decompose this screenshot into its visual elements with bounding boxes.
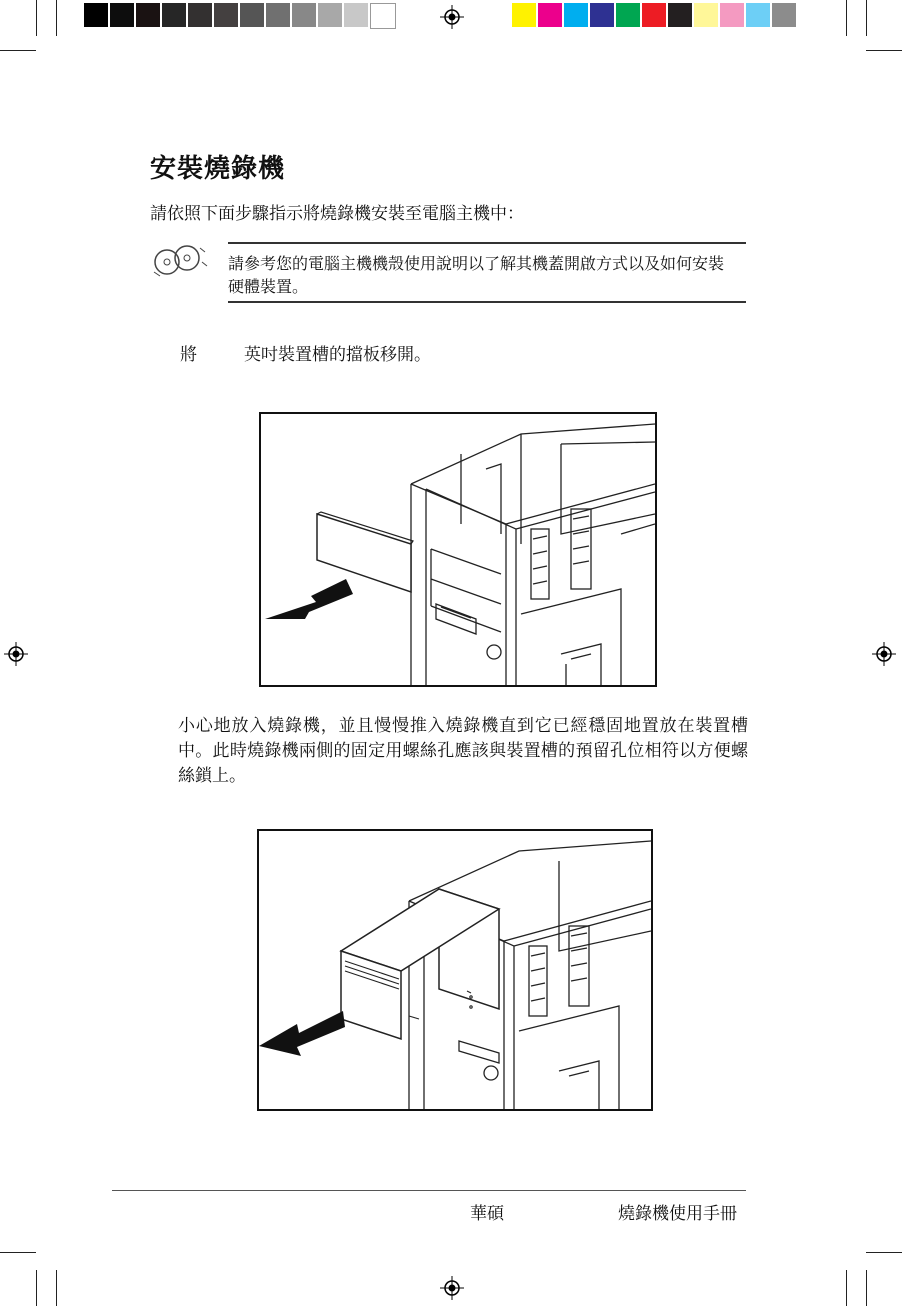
gray-swatch [344, 3, 368, 27]
intro-text: 請依照下面步驟指示將燒錄機安裝至電腦主機中： [150, 204, 524, 224]
crop-mark [866, 1252, 902, 1253]
gray-swatch [266, 3, 290, 27]
crop-mark [0, 1252, 36, 1253]
color-swatch [668, 3, 692, 27]
figure-insert-drive [257, 829, 653, 1111]
color-swatch [512, 3, 536, 27]
crop-mark [36, 0, 37, 36]
color-swatch [772, 3, 796, 27]
crop-mark [56, 1270, 57, 1306]
color-swatch [746, 3, 770, 27]
gray-swatch [318, 3, 342, 27]
registration-target-icon [4, 642, 28, 666]
gray-swatch [188, 3, 212, 27]
crop-mark [866, 1270, 867, 1306]
color-swatch [590, 3, 614, 27]
gray-swatch [110, 3, 134, 27]
case-illustration-2 [259, 831, 651, 1109]
note-top-rule [228, 242, 746, 244]
color-swatch [616, 3, 640, 27]
note-text: 請參考您的電腦主機機殼使用說明以了解其機蓋開啟方式以及如何安裝硬體裝置。 [228, 254, 725, 296]
crop-mark [866, 50, 902, 51]
note-bottom-rule [228, 301, 746, 303]
registration-target-icon [440, 5, 464, 29]
gray-swatch [214, 3, 238, 27]
figure-remove-cover [259, 412, 657, 687]
gray-swatch [136, 3, 160, 27]
crop-mark [0, 50, 36, 51]
color-swatch [694, 3, 718, 27]
crop-mark [866, 0, 867, 36]
gray-swatch [162, 3, 186, 27]
crop-mark [56, 0, 57, 36]
color-swatch [564, 3, 588, 27]
crop-mark [846, 0, 847, 36]
footer-brand: 華碩 [470, 1204, 504, 1224]
footer-rule [112, 1190, 746, 1191]
registration-target-icon [872, 642, 896, 666]
gray-swatch [370, 3, 396, 29]
crop-mark [36, 1270, 37, 1306]
footer-manual-title: 燒錄機使用手冊 [618, 1204, 737, 1224]
crop-mark [846, 1270, 847, 1306]
step1-text: 英吋裝置槽的擋板移開。 [244, 345, 431, 365]
gray-swatch [240, 3, 264, 27]
step1-prefix: 將 [180, 345, 197, 365]
step2-text: 小心地放入燒錄機，並且慢慢推入燒錄機直到它已經穩固地置放在裝置槽中。此時燒錄機兩側的固定用螺絲孔應該與裝置槽的預留孔位相符以方便螺絲鎖上。 [178, 716, 748, 786]
gray-swatch [292, 3, 316, 27]
color-swatch [720, 3, 744, 27]
case-illustration-1 [261, 414, 655, 685]
color-swatch [538, 3, 562, 27]
color-swatch [642, 3, 666, 27]
cd-disc-icon [150, 240, 210, 280]
registration-target-icon [440, 1276, 464, 1300]
gray-swatch [84, 3, 108, 27]
page-title: 安裝燒錄機 [150, 154, 286, 184]
